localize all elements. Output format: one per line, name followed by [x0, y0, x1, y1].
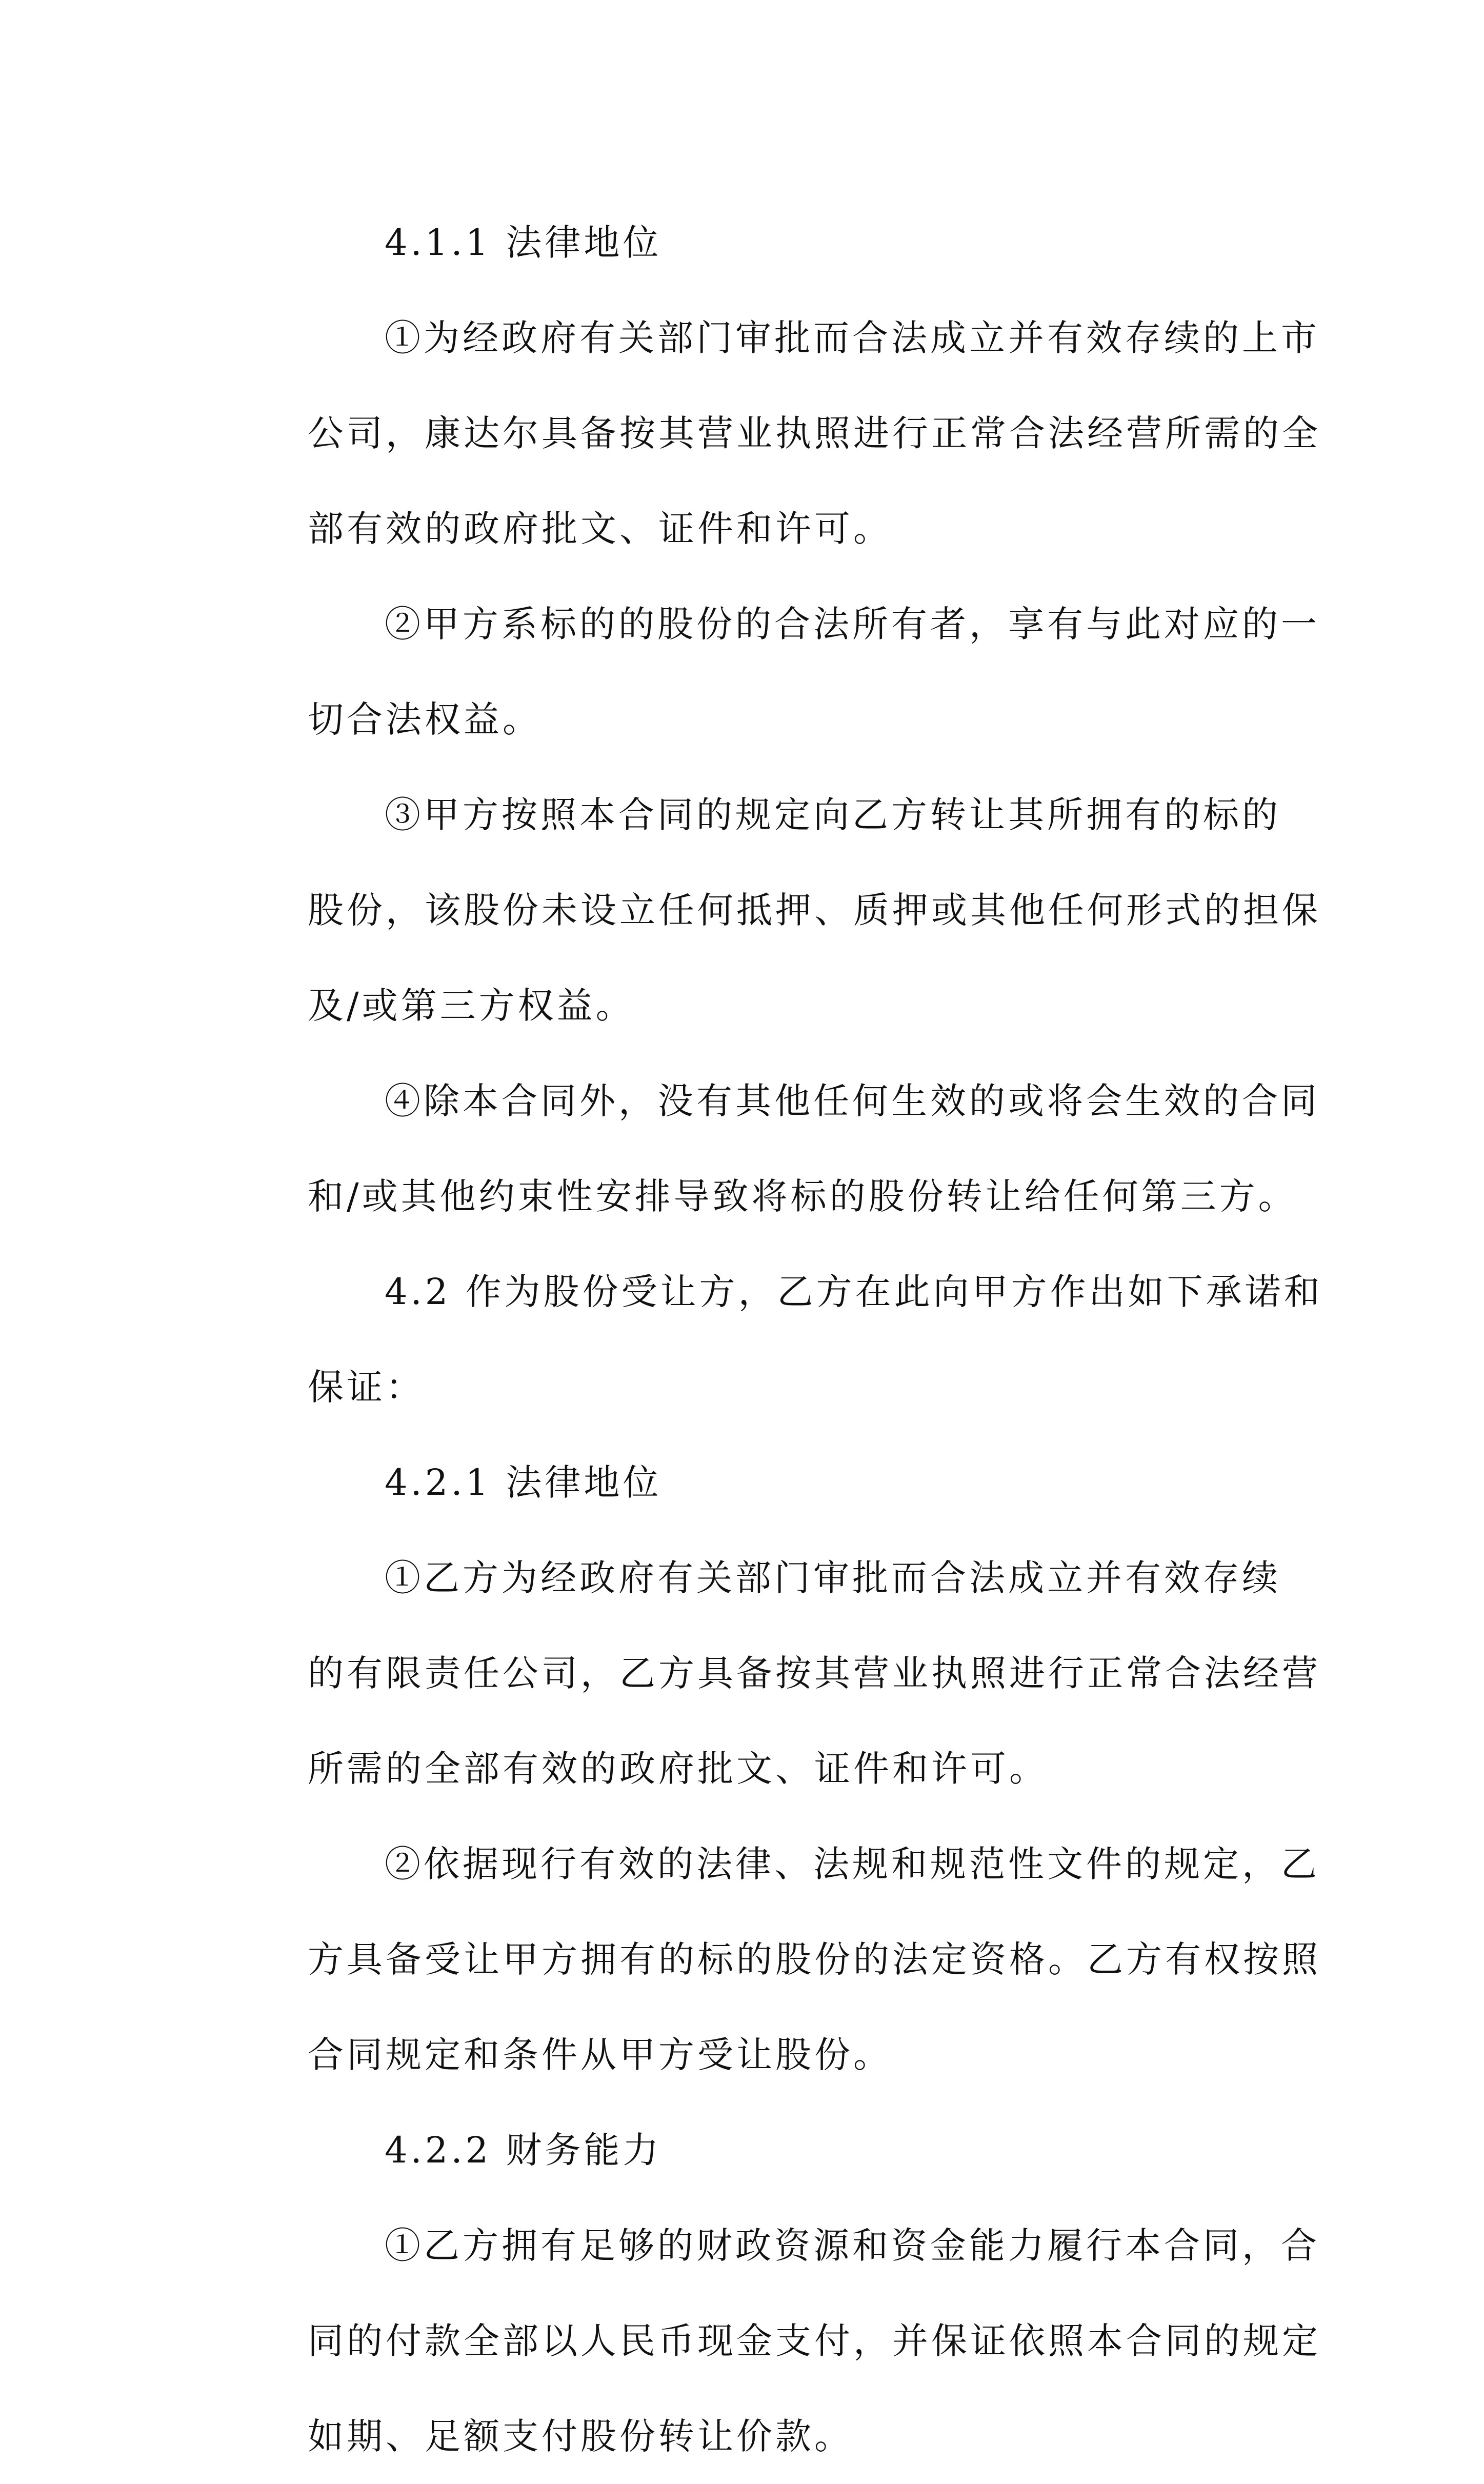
paragraph-4-1-1-item-1	[231, 290, 1321, 576]
text-line: ①乙方为经政府有关部门审批而合法成立并有效存续	[385, 1557, 1281, 1599]
text-line: 公司，康达尔具备按其营业执照进行正常合法经营所需的全	[308, 412, 1321, 454]
text-line: ②甲方系标的的股份的合法所有者，享有与此对应的一	[385, 603, 1320, 645]
text-line: ①为经政府有关部门审批而合法成立并有效存续的上市	[385, 317, 1320, 359]
text-line: 方具备受让甲方拥有的标的股份的法定资格。乙方有权按照	[308, 1938, 1321, 1980]
paragraph-4-1-1-item-4	[231, 1053, 1320, 1244]
text-line: ③甲方按照本合同的规定向乙方转让其所拥有的标的	[385, 794, 1281, 836]
text-line: 及/或第三方权益。	[308, 985, 635, 1027]
paragraph-4-2-intro	[231, 1244, 1323, 1435]
paragraph-4-2-1-heading	[231, 1435, 1277, 1530]
text-line: 所需的全部有效的政府批文、证件和许可。	[308, 1748, 1048, 1790]
text-line: 4.1.1 法律地位	[385, 222, 662, 264]
document-body	[231, 195, 1323, 2484]
paragraph-4-2-1-item-2	[231, 1816, 1321, 2102]
text-line: 保证：	[308, 1366, 425, 1408]
text-line: 部有效的政府批文、证件和许可。	[308, 508, 892, 550]
paragraph-4-2-1-item-1	[231, 1530, 1321, 1816]
text-line: 的有限责任公司，乙方具备按其营业执照进行正常合法经营	[308, 1652, 1321, 1694]
text-line: 同的付款全部以人民币现金支付，并保证依照本合同的规定	[308, 2320, 1321, 2362]
paragraph-4-2-2-heading	[231, 2102, 1277, 2198]
text-line: ④除本合同外，没有其他任何生效的或将会生效的合同	[385, 1080, 1320, 1122]
text-line: 如期、足额支付股份转让价款。	[308, 2415, 853, 2457]
text-line: ②依据现行有效的法律、法规和规范性文件的规定，乙	[385, 1843, 1320, 1885]
paragraph-4-1-1-item-2	[231, 576, 1320, 767]
text-line: 4.2 作为股份受让方，乙方在此向甲方作出如下承诺和	[385, 1271, 1323, 1313]
text-line: 4.2.2 财务能力	[385, 2129, 662, 2171]
text-line: 合同规定和条件从甲方受让股份。	[308, 2034, 892, 2076]
text-line: 4.2.1 法律地位	[385, 1461, 662, 1504]
paragraph-4-1-1-item-3	[231, 767, 1321, 1053]
paragraph-4-1-1-heading	[231, 195, 1277, 290]
text-line: 切合法权益。	[308, 698, 542, 740]
text-line: 股份，该股份未设立任何抵押、质押或其他任何形式的担保	[308, 889, 1321, 931]
text-line: ①乙方拥有足够的财政资源和资金能力履行本合同，合	[385, 2225, 1320, 2267]
paragraph-4-2-2-item-1	[231, 2198, 1321, 2484]
text-line: 和/或其他约束性安排导致将标的股份转让给任何第三方。	[308, 1175, 1297, 1217]
